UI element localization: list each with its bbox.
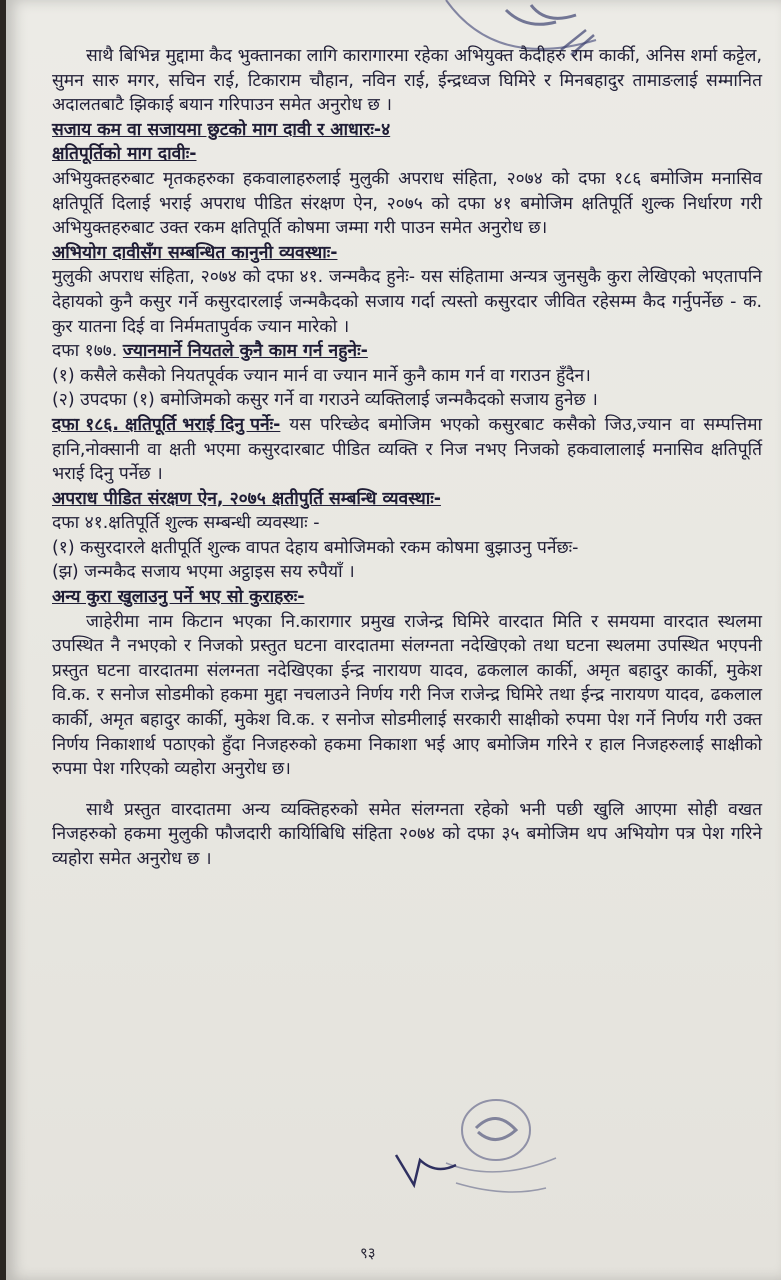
- section-186-title: दफा १८६. क्षतिपूर्ति भराई दिनु पर्नेः-: [52, 414, 281, 435]
- section-186-body: यस परिच्छेद बमोजिम भएको कसुरबाट कसैको जिउ,ज्यान वा सम्पत्तिमा हानि,नोक्सानी वा क्षती भएमा कसुरदारबाट पीडित व्यक्ति र निज नभए निजको हकवालालाई मनासिव क्षतिपूर्ति भराई दिनु पर्नेछ ।: [52, 414, 762, 485]
- clause-fee-jha: (झ) जन्मकैद सजाय भएमा अट्ठाइस सय रुपैयाँ ।: [52, 562, 355, 583]
- clause-1: (१) कसैले कसैको नियतपूर्वक ज्यान मार्न वा ज्यान मार्ने कुनै काम गर्न वा गराउन हुँदैन।: [52, 365, 591, 386]
- heading-other-matters: अन्य कुरा खुलाउनु पर्ने भए सो कुराहरुः-: [52, 587, 305, 608]
- paragraph-witness-decision: जाहेरीमा नाम किटान भएका नि.कारागार प्रमुख राजेन्द्र घिमिरे वारदात मिति र समयमा वारदात स्थलमा उपस्थित नै नभएको र निजको प्रस्तुत घटना वारदातमा संलग्नता नदेखिएको तथा घटना स्थलमा उपस्थित भएपनी प्रस्तुत घटना वारदातमा संलग्नता नदेखिएका ईन्द्र नारायण यादव, ढकलाल कार्की, अमृत बहादुर कार्की, मुकेश वि.क. र सनोज सोडमीको हकमा मुद्दा नचलाउने निर्णय गरी निज राजेन्द्र घिमिरे तथा ईन्द्र नारायण यादव, ढकलाल कार्की, अमृत बहादुर कार्की, मुकेश वि.क. र सनोज सोडमीलाई सरकारी साक्षीको रुपमा पेश गर्ने निर्णय गरी उक्त निर्णय निकाशार्थ पठाएको हुँदा निजहरुको हकमा निकाशा भई आए बमोजिम गरिने र हाल निजहरुलाई साक्षीको रुपमा पेश गरिएको व्यहोरा अनुरोध छ।: [52, 611, 762, 780]
- document-body: [52, 44, 762, 872]
- paragraph-witness-request: साथै बिभिन्न मुद्दामा कैद भुक्तानका लागि कारागारमा रहेका अभियुक्त कैदीहरु राम कार्की, अनिस शर्मा कट्टेल, सुमन सारु मगर, सचिन राई, टिकाराम चौहान, नविन राई, ईन्द्रध्वज घिमिरे र मिनबहादुर तामाङलाई सम्मानित अदालतबाटै झिकाई बयान गरिपाउन समेत अनुरोध छ ।: [52, 46, 762, 116]
- paragraph-section-41: मुलुकी अपराध संहिता, २०७४ को दफा ४१. जन्मकैद हुनेः- यस संहितामा अन्यत्र जुनसुकै कुरा लेखिएको भएतापनि देहायको कुनै कसुर गर्ने कसुरदारलाई जन्मकैदको सजाय गर्दा त्यस्तो कसुरदार जीवित रहेसम्म कैद गर्नुपर्नेछ - क. कुर यातना दिई वा निर्ममतापुर्वक ज्यान मारेको ।: [52, 267, 762, 337]
- paragraph-additional-charges: साथै प्रस्तुत वारदातमा अन्य व्यक्तिहरुको समेत संलग्नता रहेको भनी पछी खुलि आएमा सोही वखत निजहरुको हकमा मुलुकी फौजदारी कार्यािबिधि संहिता २०७४ को दफा ३५ बमोजिम थप अभियोग पत्र पेश गरिने व्यहोरा समेत अनुरोध छ ।: [52, 799, 762, 869]
- paragraph-compensation: अभियुक्तहरुबाट मृतकहरुका हकवालाहरुलाई मुलुकी अपराध संहिता, २०७४ को दफा १८६ बमोजिम मनासिव क्षतिपूर्ति दिलाई भराई अपराध पीडित संरक्षण ऐन, २०७५ को दफा ४१ बमोजिम क्षतिपूर्ति शुल्क निर्धारण गरी अभियुक्तहरुबाट उक्त रकम क्षतिपूर्ति कोषमा जम्मा गरी पाउन समेत अनुरोध छ।: [52, 168, 762, 239]
- heading-victim-protection-act: अपराध पीडित संरक्षण ऐन, २०७५ क्षतीपुर्ति सम्बन्धि व्यवस्थाः-: [52, 488, 441, 509]
- paragraph-section-41-fee: दफा ४१.क्षतिपूर्ति शुल्क सम्बन्धी व्यवस्थाः -: [52, 513, 320, 534]
- paragraph-section-186: [52, 413, 762, 487]
- section-177-number: दफा १७७.: [52, 341, 123, 362]
- heading-compensation-claim: क्षतिपूर्तिको माग दावीः-: [52, 144, 197, 165]
- paragraph-section-177: [52, 339, 762, 364]
- heading-legal-provisions: अभियोग दावीसँग सम्बन्धित कानुनी व्यवस्थाः-: [52, 242, 338, 263]
- section-177-title: ज्यानमार्ने नियतले कुनै काम गर्न नहुनेः-: [122, 341, 368, 362]
- signature-mark: [386, 1145, 466, 1195]
- heading-sentence-reduction: सजाय कम वा सजायमा छुटको माग दावी र आधारः-४: [52, 119, 391, 140]
- page-number: ९३: [360, 1244, 376, 1262]
- document-page: [6, 0, 781, 1280]
- clause-fee-1: (१) कसुरदारले क्षतीपूर्ति शुल्क वापत देहाय बमोजिमको रकम कोषमा बुझाउनु पर्नेछः-: [52, 537, 579, 558]
- clause-2: (२) उपदफा (१) बमोजिमको कसुर गर्ने वा गराउने व्यक्तिलाई जन्मकैदको सजाय हुनेछ ।: [52, 390, 598, 411]
